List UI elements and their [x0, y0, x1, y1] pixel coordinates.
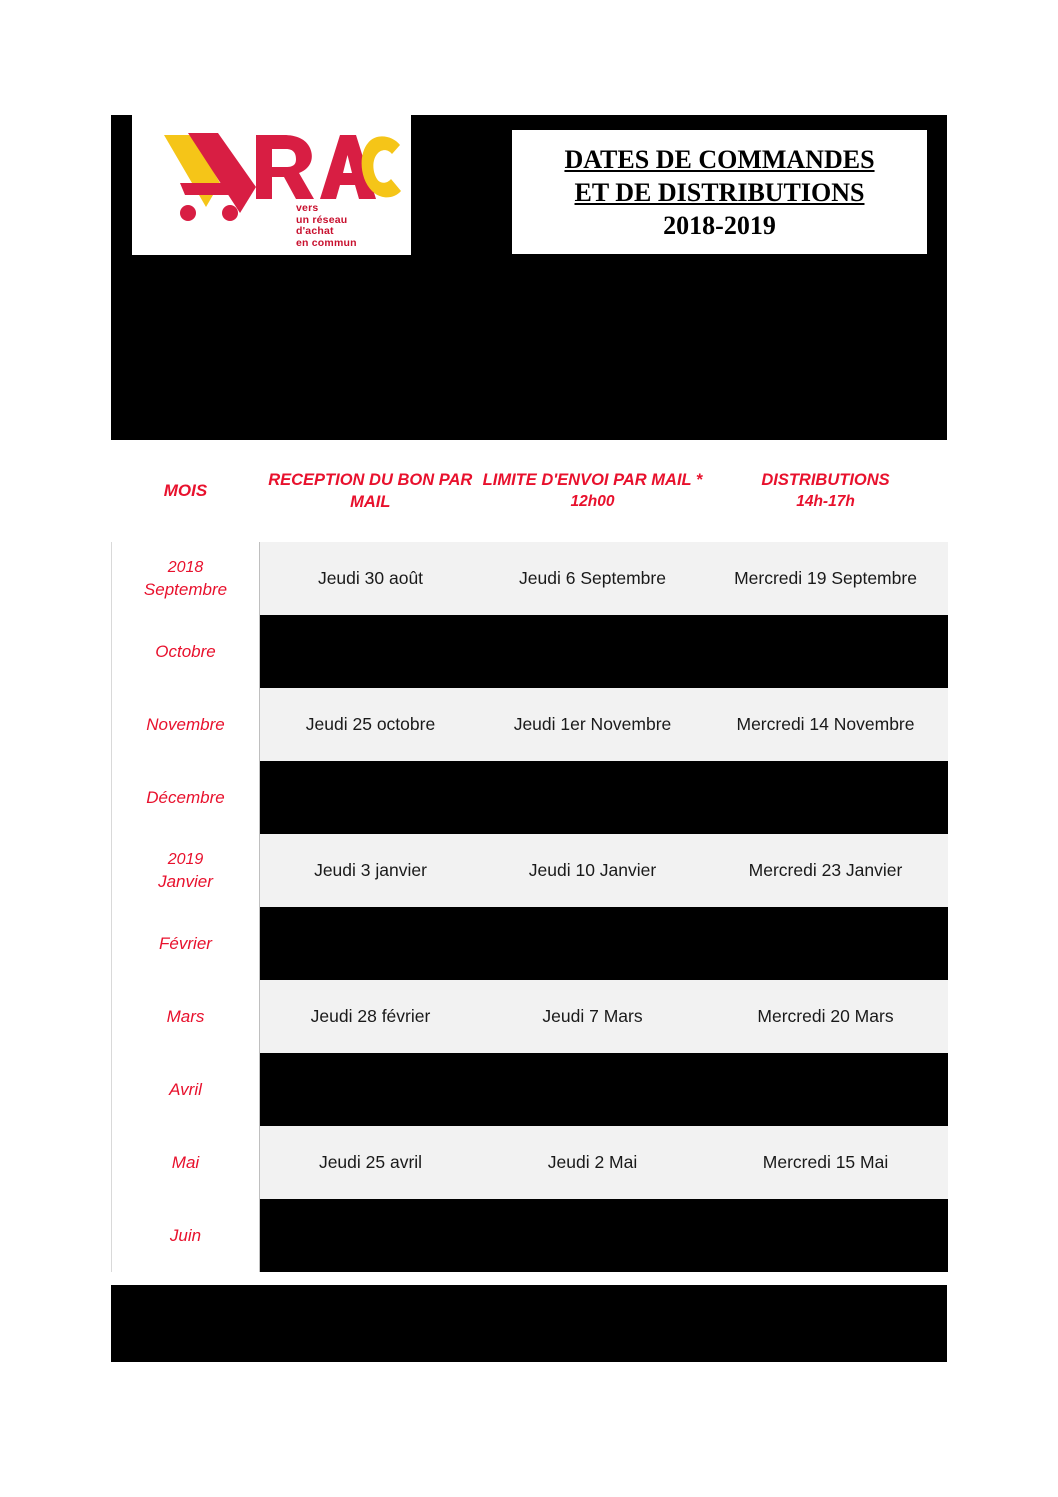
row-month-label: Février — [159, 933, 212, 953]
header-reception: RECEPTION DU BON PAR MAIL — [260, 440, 482, 542]
header-limite-label: LIMITE D'ENVOI PAR MAIL * — [482, 471, 703, 489]
row-reception — [260, 1053, 482, 1126]
row-month-label: Septembre — [143, 579, 228, 599]
table-row — [112, 1199, 948, 1272]
row-distribution — [704, 1053, 948, 1126]
row-distribution: Mercredi 20 Mars — [704, 980, 948, 1053]
row-limite: Jeudi 2 Mai — [482, 1126, 704, 1199]
row-reception: Jeudi 25 avril — [260, 1126, 482, 1199]
row-distribution — [704, 1199, 948, 1272]
row-month — [112, 980, 260, 1053]
row-month-label: Juin — [169, 1225, 202, 1245]
table-row — [112, 834, 948, 907]
table-header-row — [112, 440, 948, 542]
schedule-table-wrapper — [111, 440, 947, 1272]
row-distribution — [704, 761, 948, 834]
header-mois: MOIS — [112, 440, 260, 542]
row-month — [112, 615, 260, 688]
footer-black-band — [111, 1285, 947, 1362]
row-month-label: Janvier — [158, 871, 213, 891]
row-month-label: Avril — [169, 1079, 202, 1099]
logo-tagline: vers un réseau d'achat en commun — [296, 202, 357, 249]
row-distribution: Mercredi 19 Septembre — [704, 542, 948, 615]
row-reception: Jeudi 3 janvier — [260, 834, 482, 907]
header-distributions-sub: 14h-17h — [796, 493, 855, 510]
table-row — [112, 688, 948, 761]
table-row — [112, 542, 948, 615]
row-distribution: Mercredi 14 Novembre — [704, 688, 948, 761]
row-reception: Jeudi 28 février — [260, 980, 482, 1053]
row-limite: Jeudi 10 Janvier — [482, 834, 704, 907]
header-limite-sub: 12h00 — [570, 493, 615, 510]
row-month-label: Mars — [166, 1006, 205, 1026]
row-reception — [260, 907, 482, 980]
table-row — [112, 907, 948, 980]
row-distribution — [704, 615, 948, 688]
row-reception — [260, 761, 482, 834]
header-limite — [482, 440, 704, 542]
row-reception: Jeudi 25 octobre — [260, 688, 482, 761]
row-limite — [482, 1199, 704, 1272]
row-month-label: Mai — [171, 1152, 200, 1172]
row-limite: Jeudi 7 Mars — [482, 980, 704, 1053]
row-month — [112, 907, 260, 980]
row-month — [112, 688, 260, 761]
title-line-1: DATES DE COMMANDES — [564, 144, 875, 174]
title-line-2: ET DE DISTRIBUTIONS — [574, 177, 865, 207]
row-year: 2019 — [167, 850, 204, 868]
row-limite: Jeudi 1er Novembre — [482, 688, 704, 761]
title-line-3: 2018-2019 — [663, 210, 776, 240]
header-distributions-label: DISTRIBUTIONS — [761, 471, 890, 489]
table-row — [112, 761, 948, 834]
row-month — [112, 542, 260, 615]
table-row — [112, 615, 948, 688]
row-reception — [260, 615, 482, 688]
row-limite — [482, 1053, 704, 1126]
row-month — [112, 1126, 260, 1199]
schedule-table — [111, 440, 948, 1272]
row-month — [112, 834, 260, 907]
row-month-label: Octobre — [155, 641, 216, 661]
row-month-label: Décembre — [146, 787, 225, 807]
row-limite: Jeudi 6 Septembre — [482, 542, 704, 615]
row-month — [112, 761, 260, 834]
row-distribution: Mercredi 23 Janvier — [704, 834, 948, 907]
row-distribution — [704, 907, 948, 980]
row-month-label: Novembre — [146, 714, 225, 734]
table-row — [112, 1053, 948, 1126]
vrac-logo — [132, 115, 411, 255]
row-limite — [482, 615, 704, 688]
row-limite — [482, 761, 704, 834]
row-month — [112, 1199, 260, 1272]
document-title — [512, 130, 927, 254]
row-reception: Jeudi 30 août — [260, 542, 482, 615]
header-distributions — [704, 440, 948, 542]
row-year: 2018 — [167, 558, 204, 576]
table-row — [112, 980, 948, 1053]
row-distribution: Mercredi 15 Mai — [704, 1126, 948, 1199]
row-month — [112, 1053, 260, 1126]
row-reception — [260, 1199, 482, 1272]
row-limite — [482, 907, 704, 980]
table-row — [112, 1126, 948, 1199]
